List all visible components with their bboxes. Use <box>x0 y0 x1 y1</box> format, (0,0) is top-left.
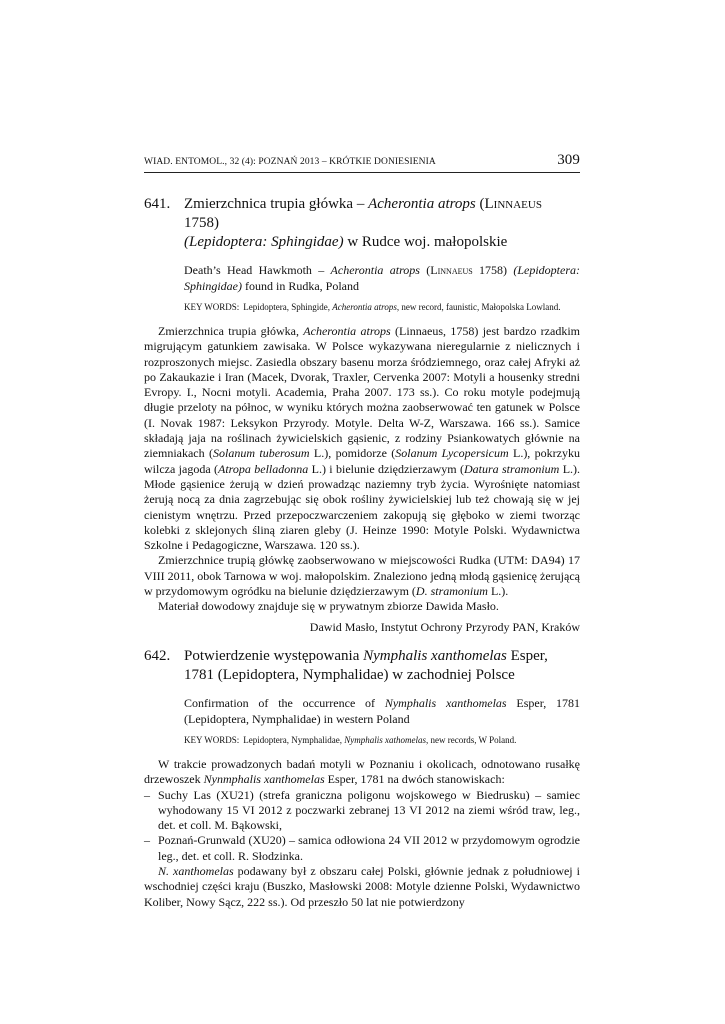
page <box>144 150 580 910</box>
article-title: Zmierzchnica trupia główka – Acherontia atrops (Linnaeus 1758) (Lepidoptera: Sphingidae) w Rudce woj. małopolskie <box>184 196 542 250</box>
paragraph: Zmierzchnice trupią główkę zaobserwowano w miejscowości Rudka (UTM: DA94) 17 VIII 2011, obok Tarnowa w woj. małopolskim. Znaleziono jedną młodą gąsienicę żerującą w przydomowym ogródku na bielunie dziędzierzawym (D. stramonium L.). <box>144 553 580 599</box>
article-642-body <box>144 757 580 910</box>
english-title: Death’s Head Hawkmoth – Acherontia atrops (Linnaeus 1758) (Lepidoptera: Sphingidae) found in Rudka, Poland <box>184 263 580 293</box>
author-signature: Dawid Masło, Instytut Ochrony Przyrody PAN, Kraków <box>309 619 580 634</box>
paragraph: N. xanthomelas podawany był z obszaru całej Polski, głównie jednak z południowej i wschodniej części kraju (Buszko, Masłowski 2008: Motyle dzienne Polski, Wydawnictwo Koliber, Nowy Sącz, 222 ss.). Od przeszło 50 lat nie potwierdzony <box>144 864 580 909</box>
list-item: – Poznań-Grunwald (XU20) – samica odłowiona 24 VII 2012 w przydomowym ogrodzie leg., det. et coll. R. Słodzinka. <box>144 833 580 863</box>
journal-citation: WIAD. ENTOMOL., 32 (4): POZNAŃ 2013 – KRÓTKIE DONIESIENIA <box>144 157 436 167</box>
article-641-heading <box>144 195 580 252</box>
english-title: Confirmation of the occurrence of Nymphalis xanthomelas Esper, 1781 (Lepidoptera, Nymphalidae) in western Poland <box>184 695 581 726</box>
key-words <box>184 301 580 314</box>
paragraph: Zmierzchnica trupia główka, Acherontia atrops (Linnaeus, 1758) jest bardzo rzadkim migrującym gatunkiem zawisaka. W Polsce wykazywana nieregularnie z nielicznych i rozproszonych miejsc. Zasiedla obszary basenu morza śródziemnego, oraz całej Afryki aż po Zakaukazie i Iran (Macek, Dvorak, Traxler, Cervenka 2007: Motyli a housenky stredni Evropy. I., Nocni motyli. Academia, Praha 2007. 173 ss.). Co roku motyle podejmują długie przeloty na północ, w wyniku których można zaobserwować ten gatunek w Polsce (I. Novak 1987: Leksykon Przyrody. Motyle. Delta W-Z, Warszawa. 166 ss.). Samice składają jaja na roślinach żywicielskich gąsienic, z rodziny Psiankowatych głównie na ziemniakach (Solanum tuberosum L.), pomidorze (Solanum Lycopersicum L.), pokrzyku wilcza jagoda (Atropa belladonna L.) i bielunie dziędzierzawym (Datura stramonium L.). Młode gąsienice żerują w dzień prowadząc naziemny tryb życia. Wyrośnięte natomiast żerują nocą za dnia zagrzebując się obok rośliny żywicielskiej lub też chowają się w jej cienistym wnętrzu. Przed przepoczwarczeniem zakopują się głęboko w ziemi tworząc kolebki z sklejonych śliną ziaren gleby (J. Heinze 1990: Motyle Polski. Wydawnictwa Szkolne i Pedagogiczne, Warszawa. 120 ss.). <box>144 324 581 553</box>
key-words-label: KEY WORDS: <box>184 734 240 745</box>
article-number: 641. <box>144 196 171 212</box>
article-642-heading <box>144 647 580 685</box>
article-641-body <box>144 324 580 615</box>
key-words-text: Lepidoptera, Nymphalidae, Nymphalis xathomelas, new records, W Poland. <box>243 734 517 745</box>
key-words-text: Lepidoptera, Sphingide, Acherontia atrops, new record, faunistic, Małopolska Lowland. <box>243 302 561 312</box>
article-number: 642. <box>144 647 171 664</box>
key-words <box>184 734 580 747</box>
paragraph: W trakcie prowadzonych badań motyli w Poznaniu i okolicach, odnotowano rusałkę drzewoszek Nynmphalis xanthomelas Esper, 1781 na dwóch stanowiskach: <box>144 756 580 787</box>
list-item: – Suchy Las (XU21) (strefa graniczna poligonu wojskowego w Biedrusku) – samiec wyhodowany 15 VI 2012 z poczwarki zebranej 13 VI 2012 na ziemi wśród traw, leg., det. et coll. M. Bąkowski, <box>144 787 580 833</box>
article-title: Potwierdzenie występowania Nymphalis xanthomelas Esper, 1781 (Lepidoptera, Nymphalidae) w zachodniej Polsce <box>184 647 548 683</box>
paragraph: Materiał dowodowy znajduje się w prywatnym zbiorze Dawida Masło. <box>158 599 499 614</box>
page-number: 309 <box>557 152 580 168</box>
key-words-label: KEY WORDS: <box>184 302 240 312</box>
running-head <box>144 152 580 173</box>
